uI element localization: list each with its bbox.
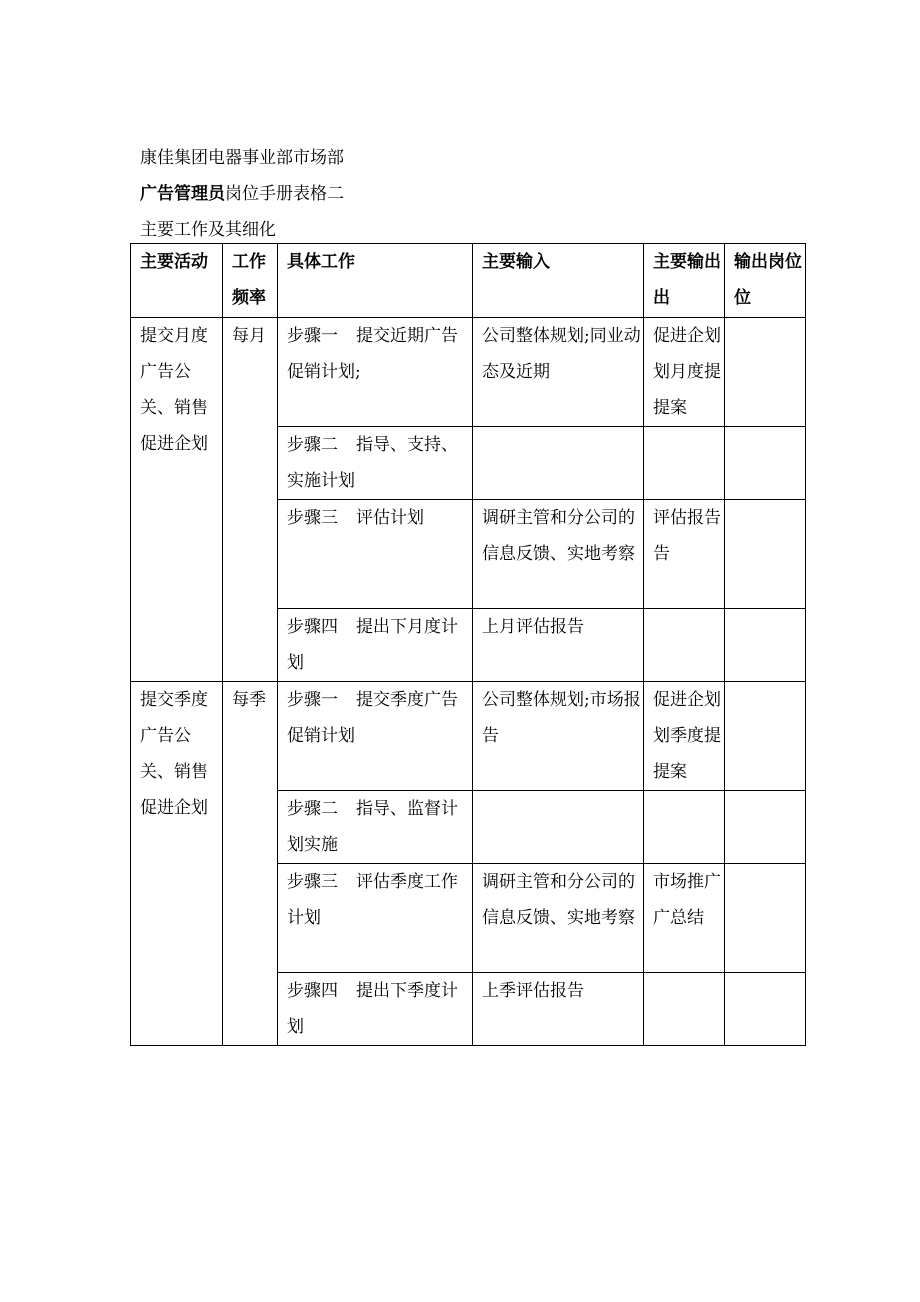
cell-input: 上月评估报告 xyxy=(473,609,644,682)
header-output-post: 输出岗位位 xyxy=(725,244,806,318)
header-main-activity: 主要活动 xyxy=(131,244,223,318)
step-work: 提交近期广告促销计划; xyxy=(287,326,458,382)
cell-activity: 提交月度广告公关、销售促进企划 xyxy=(131,318,223,682)
step-label: 步骤一 xyxy=(287,326,338,346)
table-row xyxy=(131,318,806,427)
step-work: 提交季度广告促销计划 xyxy=(287,690,458,746)
cell-frequency: 每季 xyxy=(223,682,278,1046)
department-title: 康佳集团电器事业部市场部 xyxy=(140,148,344,168)
header-main-input: 主要输入 xyxy=(473,244,644,318)
cell-post xyxy=(725,427,806,500)
step-label: 步骤一 xyxy=(287,690,338,710)
step-work: 指导、支持、实施计划 xyxy=(287,435,458,491)
header-frequency: 工作频率 xyxy=(223,244,278,318)
cell-work xyxy=(278,682,473,791)
cell-output xyxy=(644,427,725,500)
manual-title xyxy=(140,179,344,204)
step-label: 步骤三 xyxy=(287,508,338,528)
cell-input xyxy=(473,791,644,864)
step-work: 提出下季度计划 xyxy=(287,981,458,1037)
cell-work xyxy=(278,318,473,427)
step-label: 步骤四 xyxy=(287,981,338,1001)
cell-output xyxy=(644,791,725,864)
cell-post xyxy=(725,500,806,609)
cell-post xyxy=(725,609,806,682)
cell-input: 调研主管和分公司的信息反馈、实地考察 xyxy=(473,864,644,973)
cell-output: 促进企划划月度提提案 xyxy=(644,318,725,427)
cell-output: 促进企划划季度提提案 xyxy=(644,682,725,791)
step-work: 指导、监督计划实施 xyxy=(287,799,458,855)
step-label: 步骤四 xyxy=(287,617,338,637)
table-row xyxy=(131,682,806,791)
cell-post xyxy=(725,682,806,791)
cell-post xyxy=(725,864,806,973)
section-title: 主要工作及其细化 xyxy=(140,220,276,240)
cell-work xyxy=(278,864,473,973)
cell-input: 上季评估报告 xyxy=(473,973,644,1046)
cell-input: 调研主管和分公司的信息反馈、实地考察 xyxy=(473,500,644,609)
cell-input xyxy=(473,427,644,500)
step-label: 步骤二 xyxy=(287,799,338,819)
cell-post xyxy=(725,973,806,1046)
cell-output: 市场推广广总结 xyxy=(644,864,725,973)
step-work: 提出下月度计划 xyxy=(287,617,458,673)
header-main-output: 主要输出出 xyxy=(644,244,725,318)
cell-input: 公司整体规划;市场报告 xyxy=(473,682,644,791)
step-work: 评估季度工作计划 xyxy=(287,872,458,928)
cell-work xyxy=(278,500,473,609)
header-specific-work: 具体工作 xyxy=(278,244,473,318)
manual-title-role: 广告管理员 xyxy=(140,184,225,204)
cell-post xyxy=(725,318,806,427)
cell-post xyxy=(725,791,806,864)
cell-output: 评估报告告 xyxy=(644,500,725,609)
cell-input: 公司整体规划;同业动态及近期 xyxy=(473,318,644,427)
cell-work xyxy=(278,973,473,1046)
cell-activity: 提交季度广告公关、销售促进企划 xyxy=(131,682,223,1046)
cell-frequency: 每月 xyxy=(223,318,278,682)
cell-work xyxy=(278,791,473,864)
table-header-row xyxy=(131,244,806,318)
step-work: 评估计划 xyxy=(356,508,424,528)
cell-output xyxy=(644,973,725,1046)
cell-output xyxy=(644,609,725,682)
cell-work xyxy=(278,427,473,500)
manual-title-rest: 岗位手册表格二 xyxy=(225,184,344,204)
step-label: 步骤二 xyxy=(287,435,338,455)
work-detail-table xyxy=(130,243,806,1046)
step-label: 步骤三 xyxy=(287,872,338,892)
cell-work xyxy=(278,609,473,682)
